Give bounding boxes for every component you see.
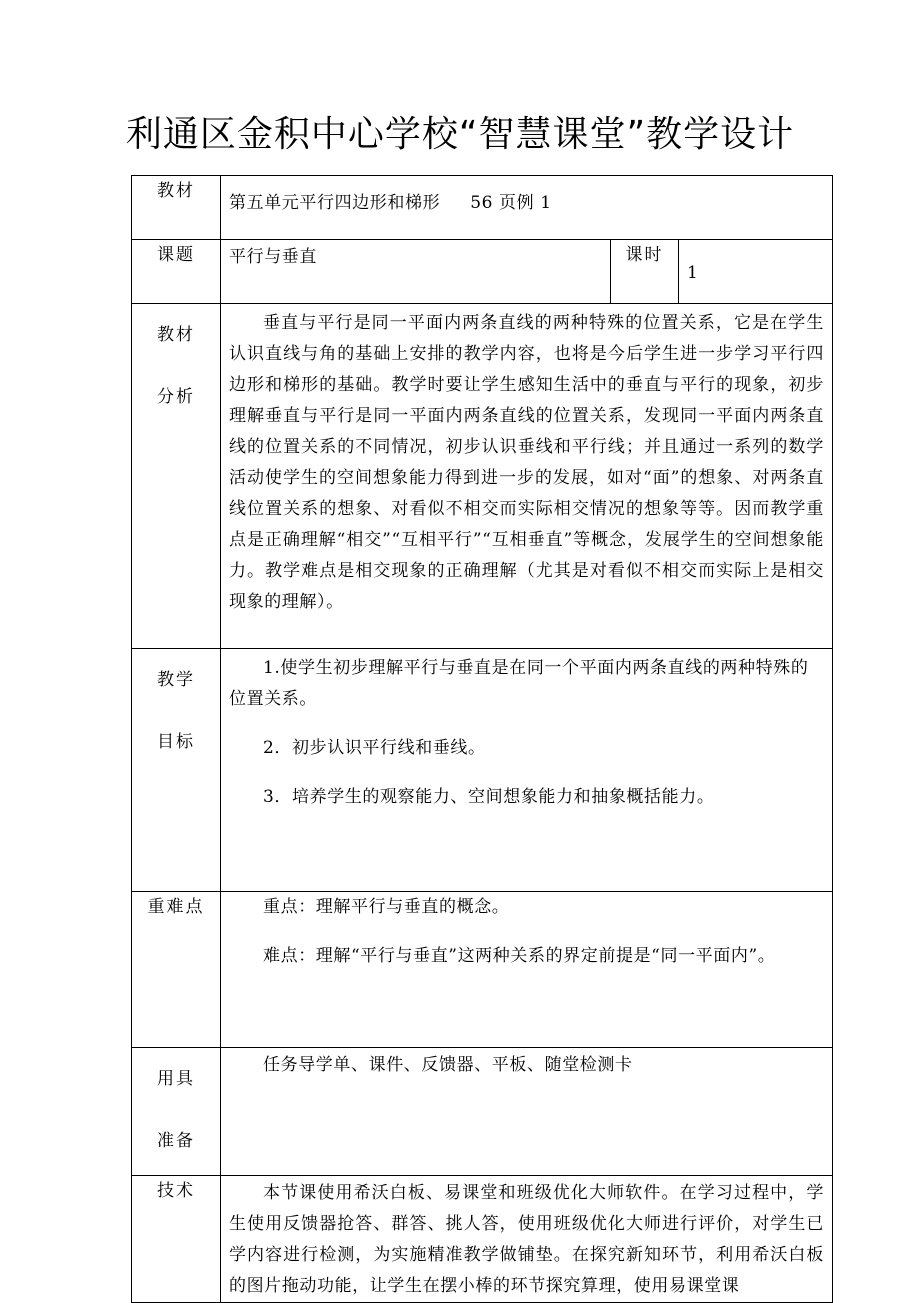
label-analysis — [132, 304, 221, 649]
tech-text: 本节课使用希沃白板、易课堂和班级优化大师软件。在学习过程中，学生使用反馈器抢答、群答、挑人答，使用班级优化大师进行评价，对学生已学内容进行检测，为实施精准教学做铺垫。在探究新知环节，利用希沃白板的图片拖动功能，让学生在摆小棒的环节探究算理，使用易课堂课 — [229, 1183, 825, 1296]
label-textbook: 教材 — [132, 176, 221, 240]
value-keypoints — [221, 892, 833, 1048]
textbook-unit: 第五单元平行四边形和梯形 — [229, 193, 441, 213]
value-tech — [221, 1176, 833, 1303]
label-tools-1: 用具 — [157, 1069, 195, 1089]
label-goals-1: 教学 — [157, 670, 195, 690]
topic-text: 平行与垂直 — [229, 247, 317, 267]
goal-item-3: 3．培养学生的观察能力、空间想象能力和抽象概括能力。 — [263, 787, 715, 807]
row-analysis — [132, 304, 833, 649]
row-tech — [132, 1176, 833, 1303]
row-tools — [132, 1048, 833, 1176]
label-keypoints: 重难点 — [132, 892, 221, 1048]
keypoint-key: 重点：理解平行与垂直的概念。 — [263, 897, 510, 917]
value-hours — [679, 240, 833, 304]
label-tools-2: 准备 — [157, 1131, 195, 1151]
label-analysis-2: 分析 — [157, 387, 195, 407]
keypoint-difficult: 难点：理解“平行与垂直”这两种关系的界定前提是“同一平面内”。 — [263, 946, 776, 966]
value-tools — [221, 1048, 833, 1176]
value-topic — [221, 240, 611, 304]
row-goals — [132, 649, 833, 892]
label-analysis-1: 教材 — [157, 325, 195, 345]
label-goals — [132, 649, 221, 892]
value-goals — [221, 649, 833, 892]
value-analysis — [221, 304, 833, 649]
tools-text: 任务导学单、课件、反馈器、平板、随堂检测卡 — [263, 1055, 633, 1075]
hours-text: 1 — [687, 263, 698, 283]
goal-item-2: 2．初步认识平行线和垂线。 — [263, 738, 486, 758]
textbook-page: 56 页例 1 — [470, 193, 552, 213]
analysis-text: 垂直与平行是同一平面内两条直线的两种特殊的位置关系，它是在学生认识直线与角的基础上安排的教学内容，也将是今后学生进一步学习平行四边形和梯形的基础。教学时要让学生感知生活中的垂直与平行的现象，初步理解垂直与平行是同一平面内两条直线的位置关系，发现同一平面内两条直线的位置关系的不同情况，初步认识垂线和平行线；并且通过一系列的数学活动使学生的空间想象能力得到进一步的发展，如对“面”的想象、对两条直线位置关系的想象、对看似不相交而实际相交情况的想象等等。因而教学重点是正确理解“相交”“互相平行”“互相垂直”等概念，发展学生的空间想象能力。教学难点是相交现象的正确理解（尤其是对看似不相交而实际上是相交现象的理解）。 — [229, 313, 825, 612]
label-tech: 技术 — [132, 1176, 221, 1303]
lesson-plan-table — [131, 175, 833, 1303]
row-textbook — [132, 176, 833, 240]
value-textbook — [221, 176, 833, 240]
label-tools — [132, 1048, 221, 1176]
label-hours: 课时 — [611, 240, 679, 304]
row-keypoints — [132, 892, 833, 1048]
row-topic — [132, 240, 833, 304]
document-title: 利通区金积中心学校“智慧课堂”教学设计 — [125, 114, 795, 155]
goal-item-1: 1.使学生初步理解平行与垂直是在同一个平面内两条直线的两种特殊的位置关系。 — [229, 658, 809, 709]
label-topic: 课题 — [132, 240, 221, 304]
label-goals-2: 目标 — [157, 732, 195, 752]
